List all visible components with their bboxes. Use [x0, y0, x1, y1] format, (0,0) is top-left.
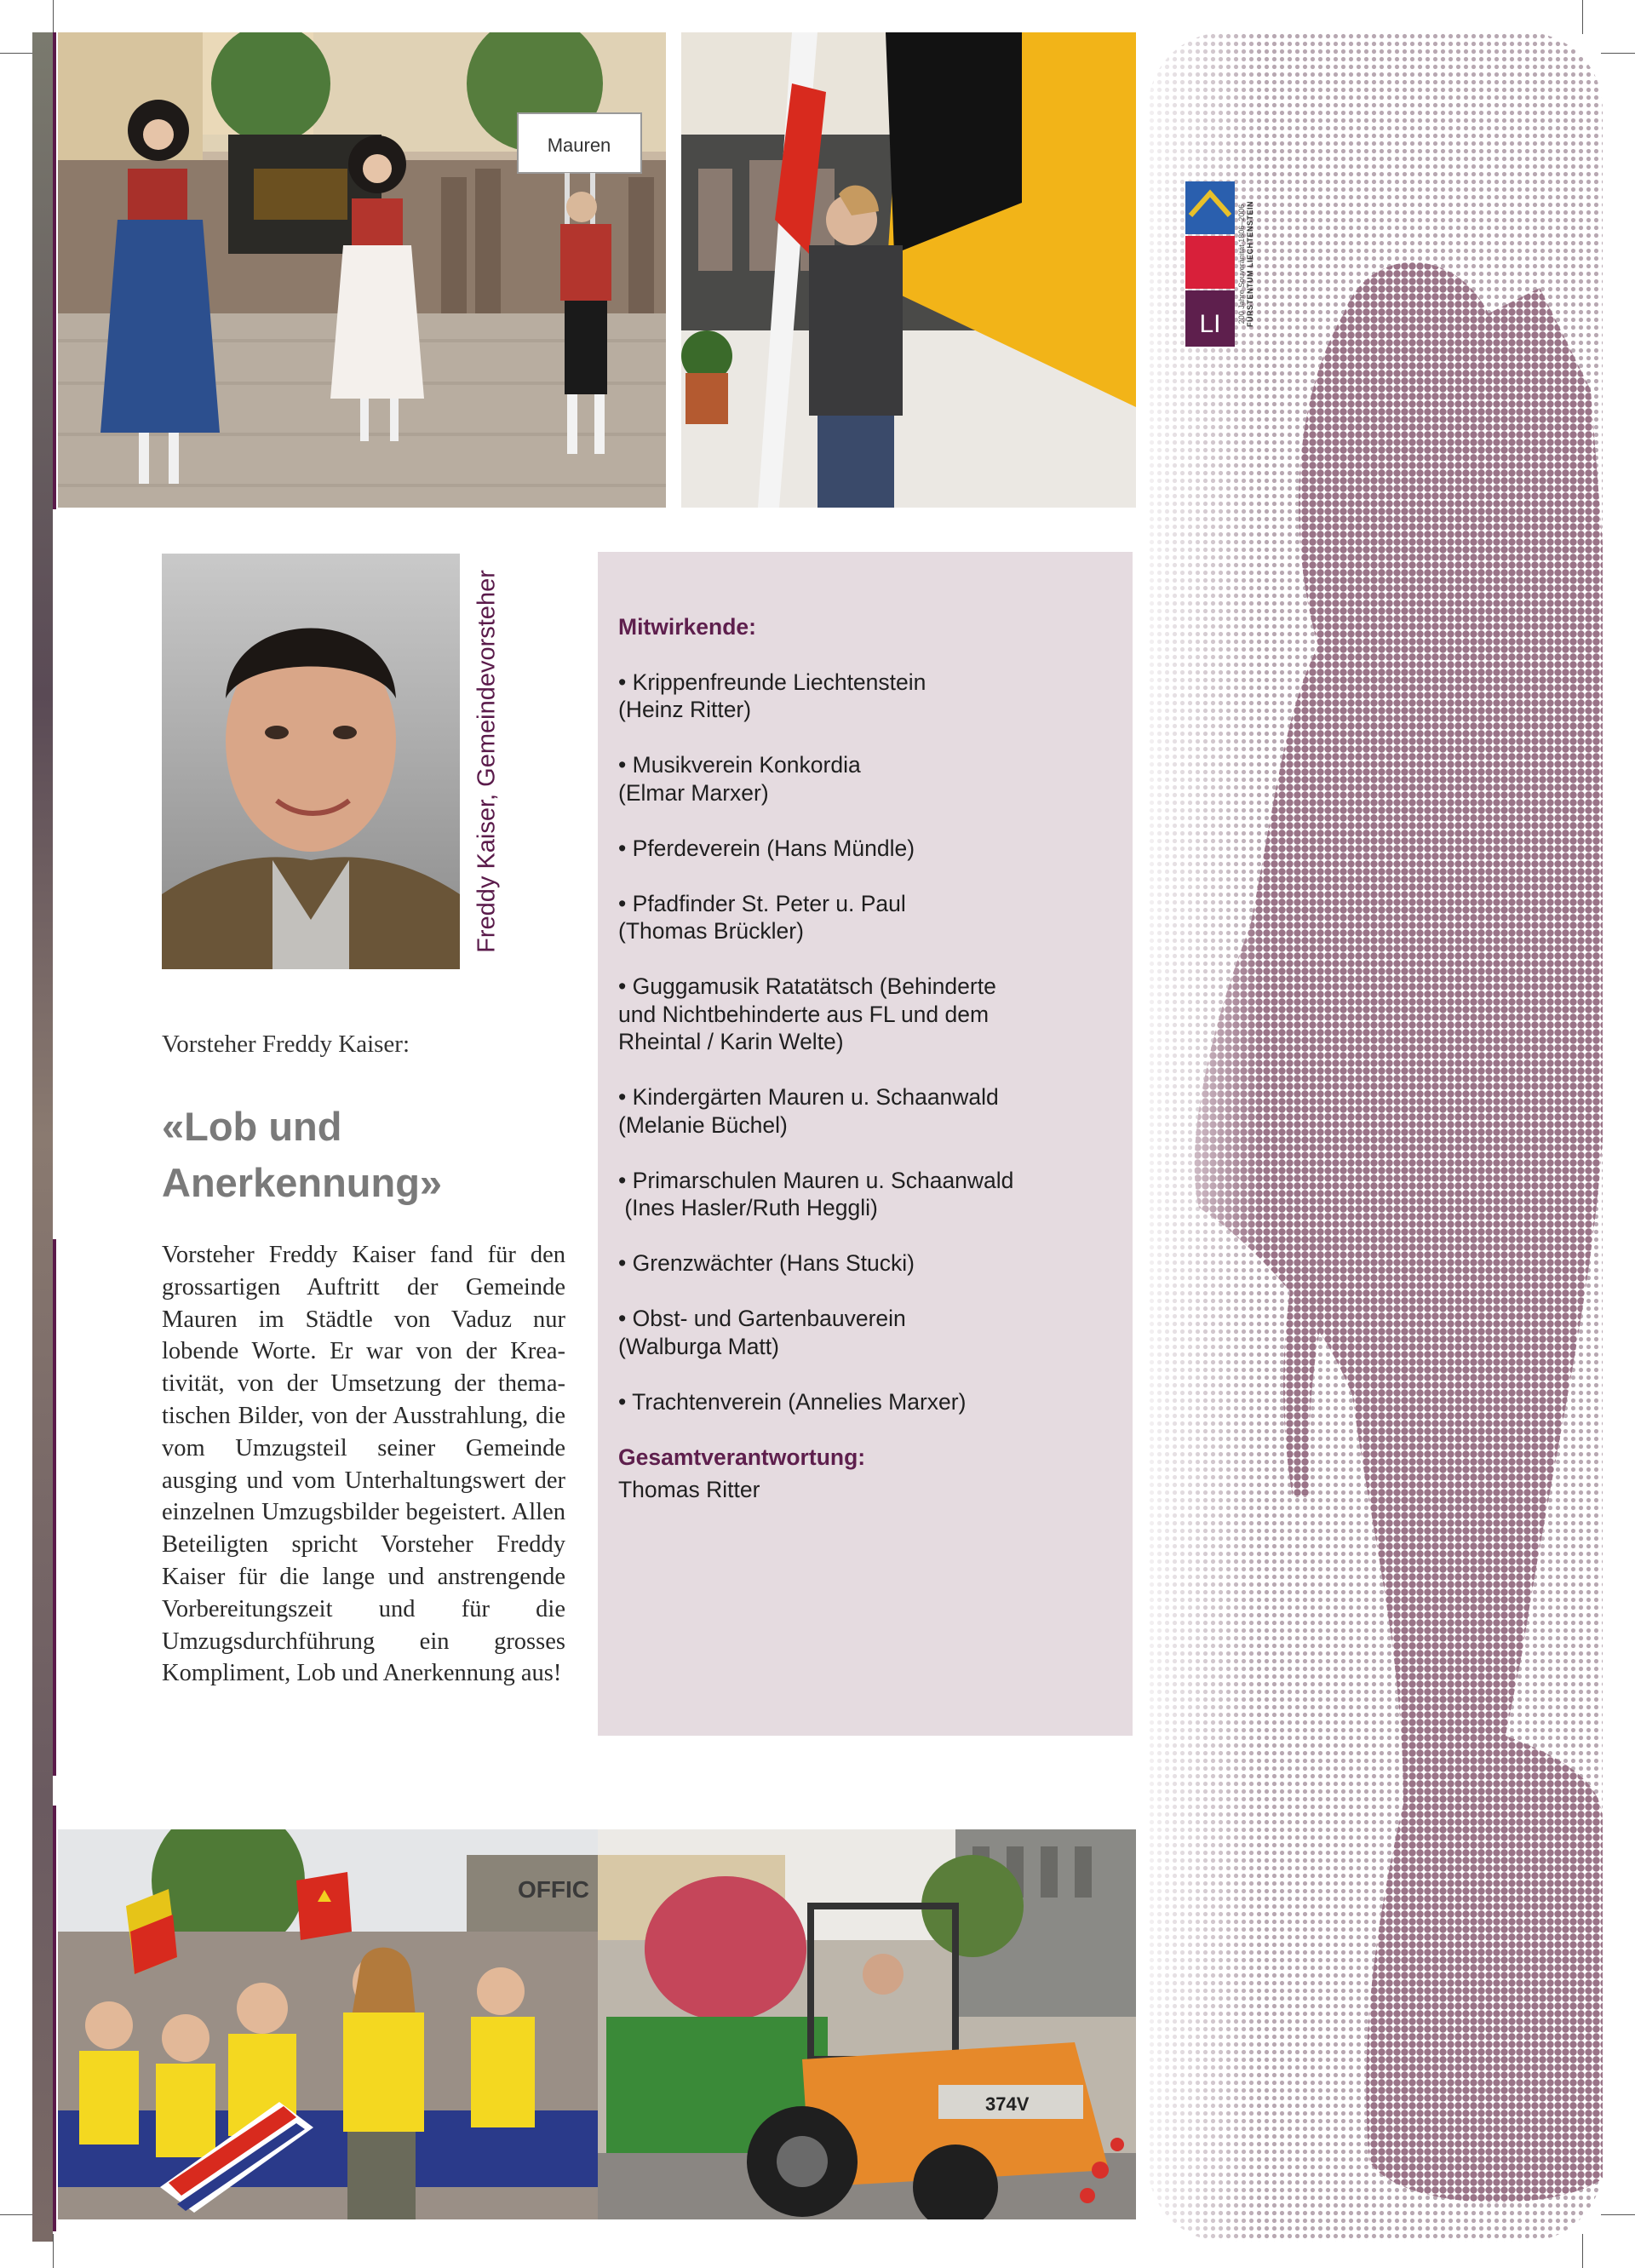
photo-tractor-float	[598, 1829, 1136, 2219]
list-item-line: (Melanie Büchel)	[618, 1111, 788, 1138]
crop-mark	[1601, 2214, 1635, 2215]
logo-monogram: LI	[1199, 310, 1221, 338]
list-item-line: Rheintal / Karin Welte)	[618, 1029, 844, 1054]
headline-line2: Anerkennung»	[162, 1160, 443, 1205]
photo-parade-costumes	[58, 32, 666, 508]
logo-red-block	[1185, 236, 1235, 289]
list-item-line: (Elmar Marxer)	[618, 779, 769, 806]
article-body: Vorsteher Freddy Kaiser fand für den grossartigen Auftritt der Gemeinde Mauren im Städtle von Vaduz nur lobende Worte. Er war von der Kreativität, von der Umsetzung der thematischen Bilder, von der Ausstrahlung, die vom Umzugsteil seiner Gemeinde ausging und vom Unterhaltungswert der einzelnen Umzugsbilder begeistert. Allen Beteiligten spricht Vorsteher Freddy Kaiser für die lange und anstrengende Vorbereitungszeit und für die Umzugsdurchführung ein grosses Kompliment, Lob und Anerkennung aus!	[162, 1242, 565, 1687]
strip-accent	[53, 32, 56, 509]
strip-accent	[53, 1239, 56, 1776]
halftone-figure	[1148, 32, 1603, 2242]
crop-mark	[1601, 53, 1635, 54]
crop-mark	[1582, 0, 1583, 34]
panel-heading: Mitwirkende:	[618, 614, 756, 640]
list-item-line: • Musikverein Konkordia	[618, 752, 861, 778]
strip-accent	[53, 1806, 56, 2231]
contributors-panel	[598, 552, 1133, 1736]
logo-blue-block	[1185, 181, 1235, 234]
crop-mark	[0, 2214, 34, 2215]
article-intro: Vorsteher Freddy Kaiser:	[162, 1031, 410, 1058]
list-item-line: • Obst- und Gartenbauverein	[618, 1306, 906, 1331]
list-item-line: • Primarschulen Mauren u. Schaanwald	[618, 1167, 1014, 1193]
portrait-photo	[162, 554, 460, 969]
contributors-panel-content	[618, 613, 1121, 1504]
photo-sign-text: Mauren	[547, 135, 611, 156]
list-item	[618, 835, 1121, 863]
list-item	[618, 973, 1121, 1056]
list-item-line: (Ines Hasler/Ruth Heggli)	[618, 1195, 878, 1220]
article-headline	[162, 1099, 605, 1211]
list-item-line: • Trachtenverein (Annelies Marxer)	[618, 1388, 967, 1415]
portrait-caption	[470, 554, 504, 969]
logo-line1: FÜRSTENTUM LIECHTENSTEIN	[1246, 201, 1254, 327]
photo-tractor-plate: 374V	[985, 2093, 1030, 2115]
list-item	[618, 1167, 1121, 1222]
list-item-line: (Heinz Ritter)	[618, 697, 752, 722]
list-item	[618, 669, 1121, 724]
photo-flag-bearer	[681, 32, 1136, 508]
list-item-line: (Walburga Matt)	[618, 1333, 779, 1359]
panel-footer-name: Thomas Ritter	[618, 1477, 760, 1502]
list-item	[618, 751, 1121, 807]
list-item-line: • Kindergärten Mauren u. Schaanwald	[618, 1084, 999, 1110]
list-item-line: • Guggamusik Ratatätsch (Behinderte	[618, 973, 996, 999]
photo-shop-sign: OFFIC	[518, 1876, 589, 1903]
headline-line1: «Lob und	[162, 1104, 342, 1149]
logo-text	[1238, 181, 1262, 347]
logo-line2: 200 Jahre Souveränität 1806–2006	[1237, 204, 1246, 324]
list-item-line: • Grenzwächter (Hans Stucki)	[618, 1250, 915, 1276]
list-item-line: (Thomas Brückler)	[618, 918, 804, 944]
list-item	[618, 1083, 1121, 1139]
portrait-caption-text: Freddy Kaiser, Gemeindevorsteher	[473, 570, 501, 953]
left-photo-strip	[32, 32, 53, 2242]
liechtenstein-logo	[1185, 181, 1262, 352]
list-item	[618, 1249, 1121, 1278]
list-item	[618, 1388, 1121, 1416]
list-item-line: • Pfadfinder St. Peter u. Paul	[618, 890, 906, 916]
list-item-line: und Nichtbehinderte aus FL und dem	[618, 1001, 990, 1027]
list-item	[618, 890, 1121, 945]
panel-footer-heading: Gesamtverantwortung:	[618, 1444, 866, 1470]
logo-purple-block	[1185, 290, 1235, 347]
crop-mark	[53, 0, 54, 34]
crop-mark	[53, 2234, 54, 2268]
list-item-line: • Pferdeverein (Hans Mündle)	[618, 835, 915, 861]
list-item-line: • Krippenfreunde Liechtenstein	[618, 669, 926, 695]
photo-children-flags	[58, 1829, 598, 2219]
list-item	[618, 1305, 1121, 1360]
crop-mark	[0, 53, 34, 54]
